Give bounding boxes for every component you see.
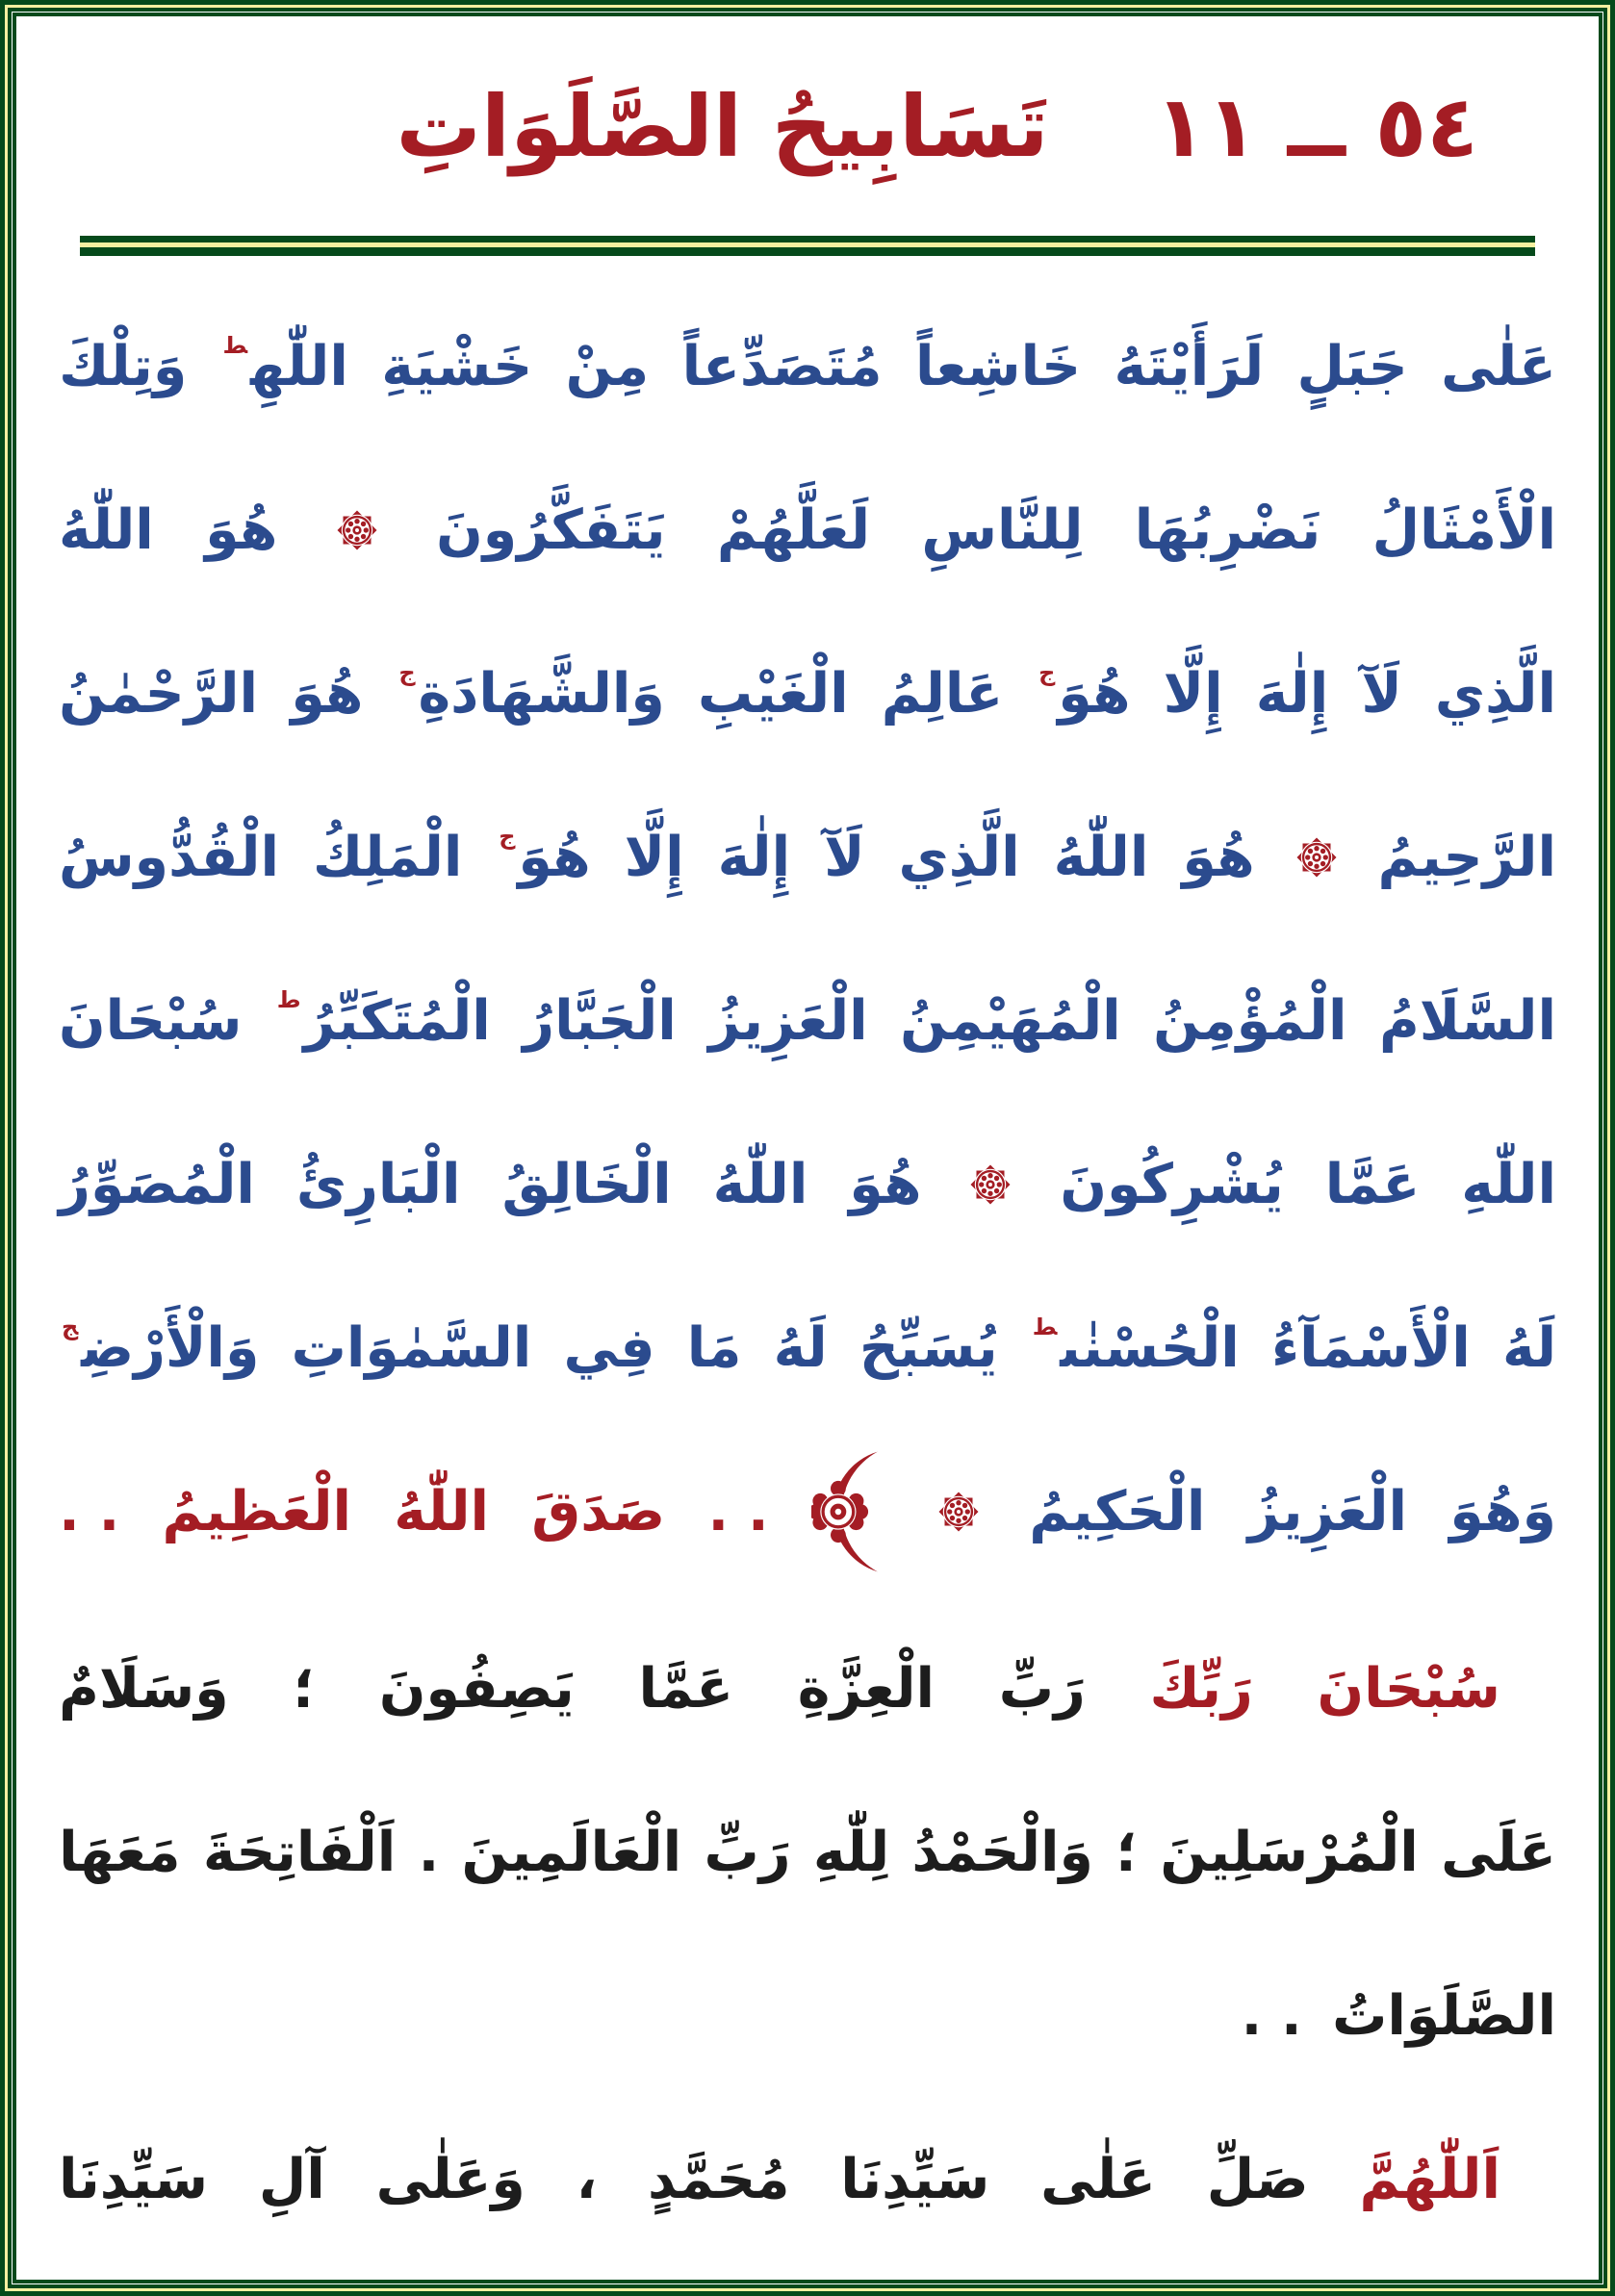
text-segment: وَالْحَمْدُ xyxy=(911,1821,1093,1884)
quran-line-3 xyxy=(59,612,1556,776)
text-segment: . . xyxy=(1241,1984,1302,2048)
text-segment: آلِ xyxy=(258,2148,325,2211)
quran-line-6 xyxy=(59,1103,1556,1266)
text-segment: وَالشَّهَادَةِ$^ج$ xyxy=(398,658,665,726)
text-segment: مُتَصَدِّعاً xyxy=(681,335,883,398)
text-segment: عَلَى xyxy=(1441,1821,1556,1884)
text-segment: وَالْأَرْضِ$^ج$ xyxy=(61,1313,260,1380)
dua-line-2 xyxy=(59,1771,1556,1934)
text-segment: هُوَ$^ج$ xyxy=(1038,658,1131,726)
page-frame-mid xyxy=(8,8,1607,2288)
text-segment: اللّٰهُ xyxy=(59,498,154,562)
text-segment: فِي xyxy=(563,1316,655,1380)
text-segment: سُبْحَانَ xyxy=(1317,1657,1500,1721)
text-segment: إِلٰهَ xyxy=(1255,662,1329,726)
waqf-stop-mark: ط xyxy=(222,331,248,359)
text-segment: اللّٰهِ xyxy=(1461,1153,1556,1216)
text-segment: لِلّٰهِ xyxy=(812,1821,890,1884)
text-segment: الْمُهَيْمِنُ xyxy=(900,989,1121,1053)
text-segment: عَمَّا xyxy=(638,1657,734,1721)
text-segment: هُوَ xyxy=(849,1153,922,1216)
waqf-stop-mark: ج xyxy=(1038,658,1056,686)
rosette-separator-icon xyxy=(931,1484,987,1540)
text-segment: الْعَزِيزُ xyxy=(1247,1480,1408,1543)
text-segment: الْجَبَّارُ xyxy=(523,989,677,1053)
text-segment: اللّٰهُ xyxy=(1053,826,1149,889)
text-segment: ؛ xyxy=(1115,1821,1139,1884)
page-title: تَسَابِيحُ الصَّلَوَاتِ xyxy=(396,76,1049,176)
waqf-stop-mark: ط xyxy=(276,985,301,1013)
text-segment: لَرَأَيْتَهُ xyxy=(1114,335,1265,398)
text-segment: صَلِّ xyxy=(1206,2148,1309,2211)
rosette-separator-icon xyxy=(329,502,385,558)
text-segment: السَّمٰوَاتِ xyxy=(291,1316,532,1380)
text-segment: سَيِّدِنَا xyxy=(840,2148,990,2211)
text-segment: يَصِفُونَ xyxy=(378,1657,575,1721)
text-segment: الْعَالَمِينَ xyxy=(461,1821,682,1884)
quran-line-5 xyxy=(59,939,1556,1103)
text-segment: يُسَبِّحُ xyxy=(859,1316,998,1380)
text-segment: اَللّٰهُمَّ xyxy=(1359,2148,1500,2211)
body-text xyxy=(16,256,1599,2261)
text-segment: وَعَلٰى xyxy=(375,2148,526,2211)
text-segment: لَآ xyxy=(824,826,865,889)
text-segment: الرَّحْمٰنُ xyxy=(59,662,259,726)
text-segment: لِلنَّاسِ xyxy=(921,498,1084,562)
rosette-separator-icon xyxy=(1289,829,1345,885)
waqf-stop-mark: ج xyxy=(499,822,516,850)
text-segment: اَلْفَاتِحَةَ xyxy=(202,1821,397,1884)
text-segment: لَهُ xyxy=(1502,1316,1556,1380)
text-segment: الَّذِي xyxy=(1434,662,1556,726)
text-segment: عَمَّا xyxy=(1324,1153,1421,1216)
text-segment: خَاشِعاً xyxy=(914,335,1082,398)
page-number: ٥٤ ــ ١١ xyxy=(1154,76,1478,176)
text-segment: إِلٰهَ xyxy=(717,826,791,889)
crescent-ornament-icon xyxy=(811,1443,888,1580)
text-segment: هُوَ xyxy=(291,662,364,726)
text-segment: الْحُسْنٰى$^ط$ xyxy=(1032,1313,1240,1380)
text-segment: هُوَ xyxy=(1182,826,1255,889)
text-segment: الْخَالِقُ xyxy=(501,1153,672,1216)
text-segment: عَلٰى xyxy=(1441,335,1556,398)
text-segment: وَسَلَامٌ xyxy=(59,1657,229,1721)
text-segment: الصَّلَوَاتُ xyxy=(1332,1984,1556,2048)
text-segment: اللّٰهِ$^ط$ xyxy=(222,331,348,398)
text-segment: سُبْحَانَ xyxy=(59,989,243,1053)
text-segment: خَشْيَةِ xyxy=(381,335,533,398)
text-segment: الرَّحِيمُ xyxy=(1377,826,1556,889)
text-segment: وَتِلْكَ xyxy=(59,335,188,398)
text-segment: . . xyxy=(707,1480,769,1543)
text-segment: ؛ xyxy=(293,1657,316,1721)
quran-line-8 xyxy=(59,1430,1556,1594)
text-segment: عَالِمُ xyxy=(881,662,1004,726)
text-segment: مِنْ xyxy=(565,335,650,398)
text-segment: مُحَمَّدٍ xyxy=(648,2148,790,2211)
text-segment: اللّٰهُ xyxy=(394,1480,490,1543)
text-segment: صَدَقَ xyxy=(531,1480,666,1543)
text-segment: اللّٰهُ xyxy=(712,1153,808,1216)
page-frame-inner xyxy=(13,13,1602,2283)
page-content xyxy=(16,16,1599,2280)
dua-line-4 xyxy=(59,2098,1556,2261)
text-segment: نَضْرِبُهَا xyxy=(1134,498,1321,562)
text-segment: رَبِّ xyxy=(998,1657,1086,1721)
text-segment: لَعَلَّهُمْ xyxy=(716,498,871,562)
waqf-stop-mark: ط xyxy=(1032,1313,1058,1340)
text-segment: الْعَظِيمُ xyxy=(162,1480,352,1543)
text-segment: يَتَفَكَّرُونَ xyxy=(436,498,666,562)
text-segment: . xyxy=(418,1821,440,1884)
text-segment: إِلَّا xyxy=(1163,662,1223,726)
text-segment: جَبَلٍ xyxy=(1296,335,1408,398)
text-segment: الْأَمْثَالُ xyxy=(1371,498,1556,562)
text-segment: وَهُوَ xyxy=(1449,1480,1556,1543)
waqf-stop-mark: ج xyxy=(398,658,416,686)
text-segment: عَلٰى xyxy=(1040,2148,1156,2211)
text-segment: الْمُتَكَبِّرُ$^ط$ xyxy=(276,985,491,1053)
text-segment: الْمُؤْمِنُ xyxy=(1153,989,1347,1053)
text-segment: مَعَهَا xyxy=(59,1821,181,1884)
text-segment: . . xyxy=(59,1480,120,1543)
text-segment: هُوَ xyxy=(205,498,278,562)
text-segment: الْغَيْبِ xyxy=(697,662,849,726)
text-segment: الْمُصَوِّرُ xyxy=(59,1153,255,1216)
text-segment: رَبِّ xyxy=(704,1821,791,1884)
page-frame-stripe xyxy=(5,5,1610,2291)
text-segment: الْمَلِكُ xyxy=(312,826,463,889)
quran-line-2 xyxy=(59,448,1556,612)
text-segment: ، xyxy=(576,2148,598,2211)
text-segment: الْأَسْمَآءُ xyxy=(1271,1316,1471,1380)
text-segment: الْمُرْسَلِينَ xyxy=(1160,1821,1419,1884)
rosette-separator-icon xyxy=(962,1157,1018,1212)
text-segment: إِلَّا xyxy=(624,826,684,889)
text-segment: مَا xyxy=(686,1316,742,1380)
text-segment: الَّذِي xyxy=(898,826,1020,889)
text-segment: الْقُدُّوسُ xyxy=(59,826,279,889)
text-segment: هُوَ$^ج$ xyxy=(499,822,591,889)
waqf-stop-mark: ج xyxy=(61,1313,79,1340)
text-segment: سَيِّدِنَا xyxy=(59,2148,209,2211)
text-segment: الْبَارِئُ xyxy=(295,1153,461,1216)
text-segment: السَّلَامُ xyxy=(1379,989,1556,1053)
text-segment: رَبِّكَ xyxy=(1149,1657,1253,1721)
dua-line-1 xyxy=(59,1607,1556,1771)
text-segment: لَآ xyxy=(1361,662,1402,726)
text-segment: الْحَكِيمُ xyxy=(1029,1480,1206,1543)
text-segment: لَهُ xyxy=(773,1316,828,1380)
quran-line-7 xyxy=(59,1266,1556,1430)
quran-line-1 xyxy=(59,285,1556,448)
page-header xyxy=(16,16,1599,236)
text-segment: الْعِزَّةِ xyxy=(797,1657,936,1721)
header-divider xyxy=(80,236,1535,256)
dua-line-3 xyxy=(59,1934,1556,2098)
text-segment: يُشْرِكُونَ xyxy=(1060,1153,1284,1216)
quran-line-4 xyxy=(59,776,1556,939)
text-segment: الْعَزِيزُ xyxy=(708,989,868,1053)
